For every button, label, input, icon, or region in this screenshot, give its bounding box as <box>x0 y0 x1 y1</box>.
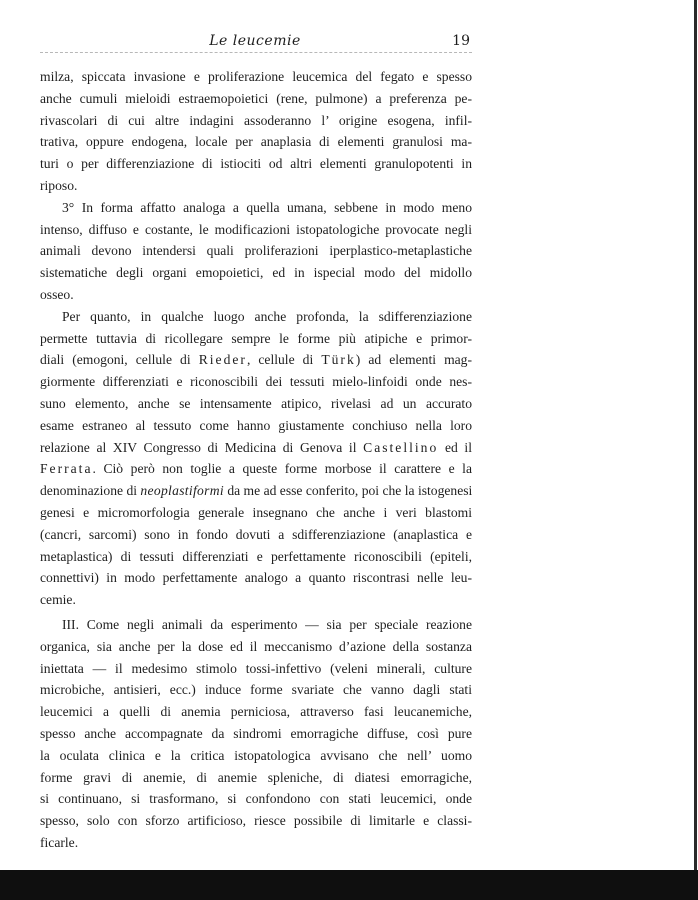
running-header <box>40 33 470 53</box>
scan-border <box>0 870 698 900</box>
text-line: ficarle. <box>40 834 79 850</box>
text-line: spesso anche accompagnate da sindromi emorragiche diffuse, così pure <box>40 725 472 741</box>
text-line: metaplastica) di tessuti differenziati e perfettamente riconoscibili (epiteli, <box>40 548 472 564</box>
text-line: (cancri, sarcomi) sono in fondo dovuti a sdifferenziazione (anaplastica e <box>40 526 472 542</box>
text-line: suno elemento, anche se intensamente atipico, rivelasi ad un accurato <box>40 395 472 411</box>
text-line: turi o per differenziazione di istiociti od altri elementi granulopotenti in <box>40 156 472 172</box>
text-line: iniettata — il medesimo stimolo tossi-infettivo (veleni minerali, culture <box>40 660 472 676</box>
text-line: sistematiche degli organi emopoietici, ed in ispecial modo del midollo <box>40 265 472 281</box>
text-line: milza, spiccata invasione e proliferazione leucemica del fegato e spesso <box>40 69 472 84</box>
author-name-rieder: Rieder <box>198 352 247 368</box>
text-line: si continuano, si trasformano, si confondono con stati leucemici, onde <box>40 791 472 807</box>
text-line: permette tuttavia di ricollegare sempre le forme più atipiche e primor- <box>40 330 472 346</box>
text-line: animali devono intendersi quali proliferazioni iperplastico-metaplastiche <box>40 243 472 259</box>
paragraph-continuation <box>40 66 472 197</box>
text-line <box>40 349 472 371</box>
text-line: connettivi) in modo perfettamente analogo a quanto riscontrasi nelle leu- <box>40 570 472 586</box>
text-line: genesi e micromorfologia generale insegnano che anche i veri blastomi <box>40 504 472 520</box>
paragraph-sdifferenziazione <box>40 306 472 611</box>
text-line: III. Come negli animali da esperimento — sia per speciale reazione <box>62 616 472 632</box>
paragraph-point-3 <box>40 197 472 306</box>
text-line: spesso, solo con sforzo artificioso, riesce possibile di limitarle e classi- <box>40 813 472 829</box>
author-name-castellino: Castellino <box>363 439 439 455</box>
text-line: trativa, oppure endogena, locale per anaplasia di elementi granulosi ma- <box>40 134 472 150</box>
text-line: riposo. <box>40 177 78 193</box>
text-line: microbiche, antisieri, ecc.) induce forme svariate che vanno dagli stati <box>40 682 472 698</box>
author-name-turk: Türk <box>321 352 356 368</box>
header-rule <box>40 52 472 53</box>
author-name-ferrata: Ferrata <box>40 461 93 477</box>
running-title: Le leucemie <box>209 33 301 49</box>
text-run: diali (emogoni, cellule di <box>40 352 191 368</box>
text-line: rivascolari di cui altre indagini assoderanno l’ origine esogena, infil- <box>40 112 472 128</box>
text-line: leucemici a quelli di anemia perniciosa, attraverso fasi leucanemiche, <box>40 704 472 720</box>
term-neoplastiformi: neoplastiformi <box>140 483 224 499</box>
body-text <box>40 66 472 854</box>
text-line: intenso, diffuso e costante, le modificazioni istopatologiche provocate negli <box>40 221 472 237</box>
text-line: esame estraneo al tessuto come hanno giustamente conchiuso nella loro <box>40 417 472 433</box>
text-run: . Ciò però non toglie a queste forme morbose il carattere e la <box>92 461 472 477</box>
text-line: organica, sia anche per la dose ed il meccanismo d’azione della sostanza <box>40 638 472 654</box>
scan-edge <box>694 0 697 900</box>
text-run: ed il <box>444 439 472 455</box>
text-line <box>40 480 472 502</box>
text-line: Per quanto, in qualche luogo anche profonda, la sdifferenziazione <box>62 308 472 324</box>
text-line: cemie. <box>40 592 76 608</box>
text-line: osseo. <box>40 286 74 302</box>
paragraph-section-III <box>40 614 472 854</box>
text-line: 3° In forma affatto analoga a quella umana, sebbene in modo meno <box>62 199 472 215</box>
page-number: 19 <box>452 33 470 49</box>
text-run: denominazione di <box>40 483 138 499</box>
text-run: ) ad elementi mag- <box>355 352 472 368</box>
text-run: relazione al XIV Congresso di Medicina di Genova il <box>40 439 357 455</box>
text-line <box>40 437 472 459</box>
text-line: anche cumuli mieloidi estraemopoietici (rene, pulmone) a preferenza pe- <box>40 90 472 106</box>
text-run: da me ad esse conferito, poi che la istogenesi <box>227 483 472 499</box>
text-line: forme gravi di anemie, di anemie spleniche, di diatesi emorragiche, <box>40 769 472 785</box>
text-line: giormente differenziati e riconoscibili dei tessuti mielo-linfoidi onde nes- <box>40 374 472 390</box>
text-line <box>40 458 472 480</box>
text-line: la oculata clinica e la critica istopatologica avvisano che nell’ uomo <box>40 747 472 763</box>
text-run: , cellule di <box>246 352 314 368</box>
